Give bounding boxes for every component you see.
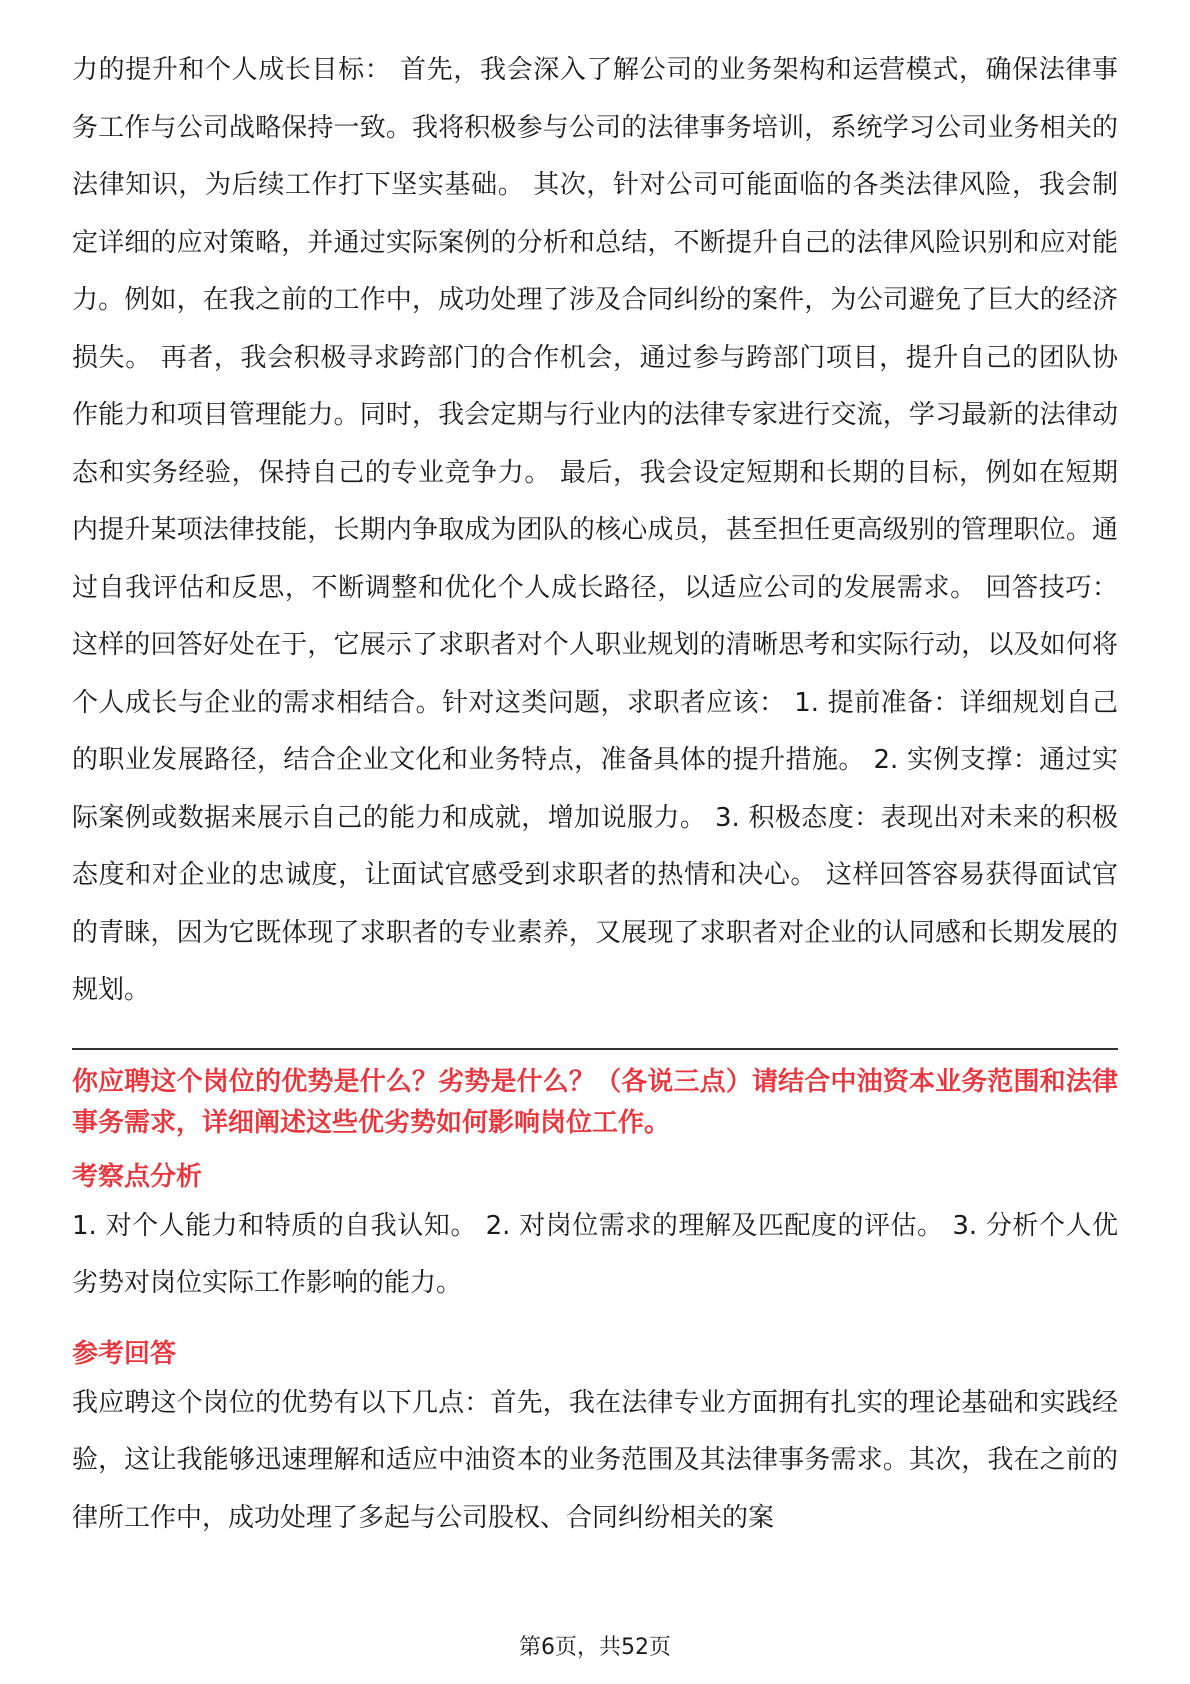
page-content [72, 42, 1118, 1547]
body-paragraph: 力的提升和个人成长目标： 首先，我会深入了解公司的业务架构和运营模式，确保法律事务工作与公司战略保持一致。我将积极参与公司的法律事务培训，系统学习公司业务相关的法律知识，为后续工作打下坚实基础。 其次，针对公司可能面临的各类法律风险，我会制定详细的应对策略，并通过实际案例的分析和总结，不断提升自己的法律风险识别和应对能力。例如，在我之前的工作中，成功处理了涉及合同纠纷的案件，为公司避免了巨大的经济损失。 再者，我会积极寻求跨部门的合作机会，通过参与跨部门项目，提升自己的团队协作能力和项目管理能力。同时，我会定期与行业内的法律专家进行交流，学习最新的法律动态和实务经验，保持自己的专业竞争力。 最后，我会设定短期和长期的目标，例如在短期内提升某项法律技能，长期内争取成为团队的核心成员，甚至担任更高级别的管理职位。通过自我评估和反思，不断调整和优化个人成长路径，以适应公司的发展需求。 回答技巧：这样的回答好处在于，它展示了求职者对个人职业规划的清晰思考和实际行动，以及如何将个人成长与企业的需求相结合。针对这类问题，求职者应该： 1. 提前准备：详细规划自己的职业发展路径，结合企业文化和业务特点，准备具体的提升措施。 2. 实例支撑：通过实际案例或数据来展示自己的能力和成就，增加说服力。 3. 积极态度：表现出对未来的积极态度和对企业的忠诚度，让面试官感受到求职者的热情和决心。 这样回答容易获得面试官的青睐，因为它既体现了求职者的专业素养，又展现了求职者对企业的认同感和长期发展的规划。 [72, 55, 1118, 1005]
section-divider [72, 1048, 1118, 1050]
answer-heading: 参考回答 [72, 1338, 177, 1369]
question-title: 你应聘这个岗位的优势是什么？劣势是什么？（各说三点）请结合中油资本业务范围和法律事务需求，详细阐述这些优劣势如何影响岗位工作。 [72, 1066, 1118, 1138]
analysis-paragraph: 1. 对个人能力和特质的自我认知。 2. 对岗位需求的理解及匹配度的评估。 3. 分析个人优劣势对岗位实际工作影响的能力。 [72, 1210, 1118, 1298]
answer-paragraph: 我应聘这个岗位的优势有以下几点：首先，我在法律专业方面拥有扎实的理论基础和实践经验，这让我能够迅速理解和适应中油资本的业务范围及其法律事务需求。其次，我在之前的律所工作中，成功处理了多起与公司股权、合同纠纷相关的案 [72, 1387, 1118, 1533]
page-number-footer: 第6页，共52页 [519, 1635, 671, 1660]
analysis-heading: 考察点分析 [72, 1161, 203, 1192]
